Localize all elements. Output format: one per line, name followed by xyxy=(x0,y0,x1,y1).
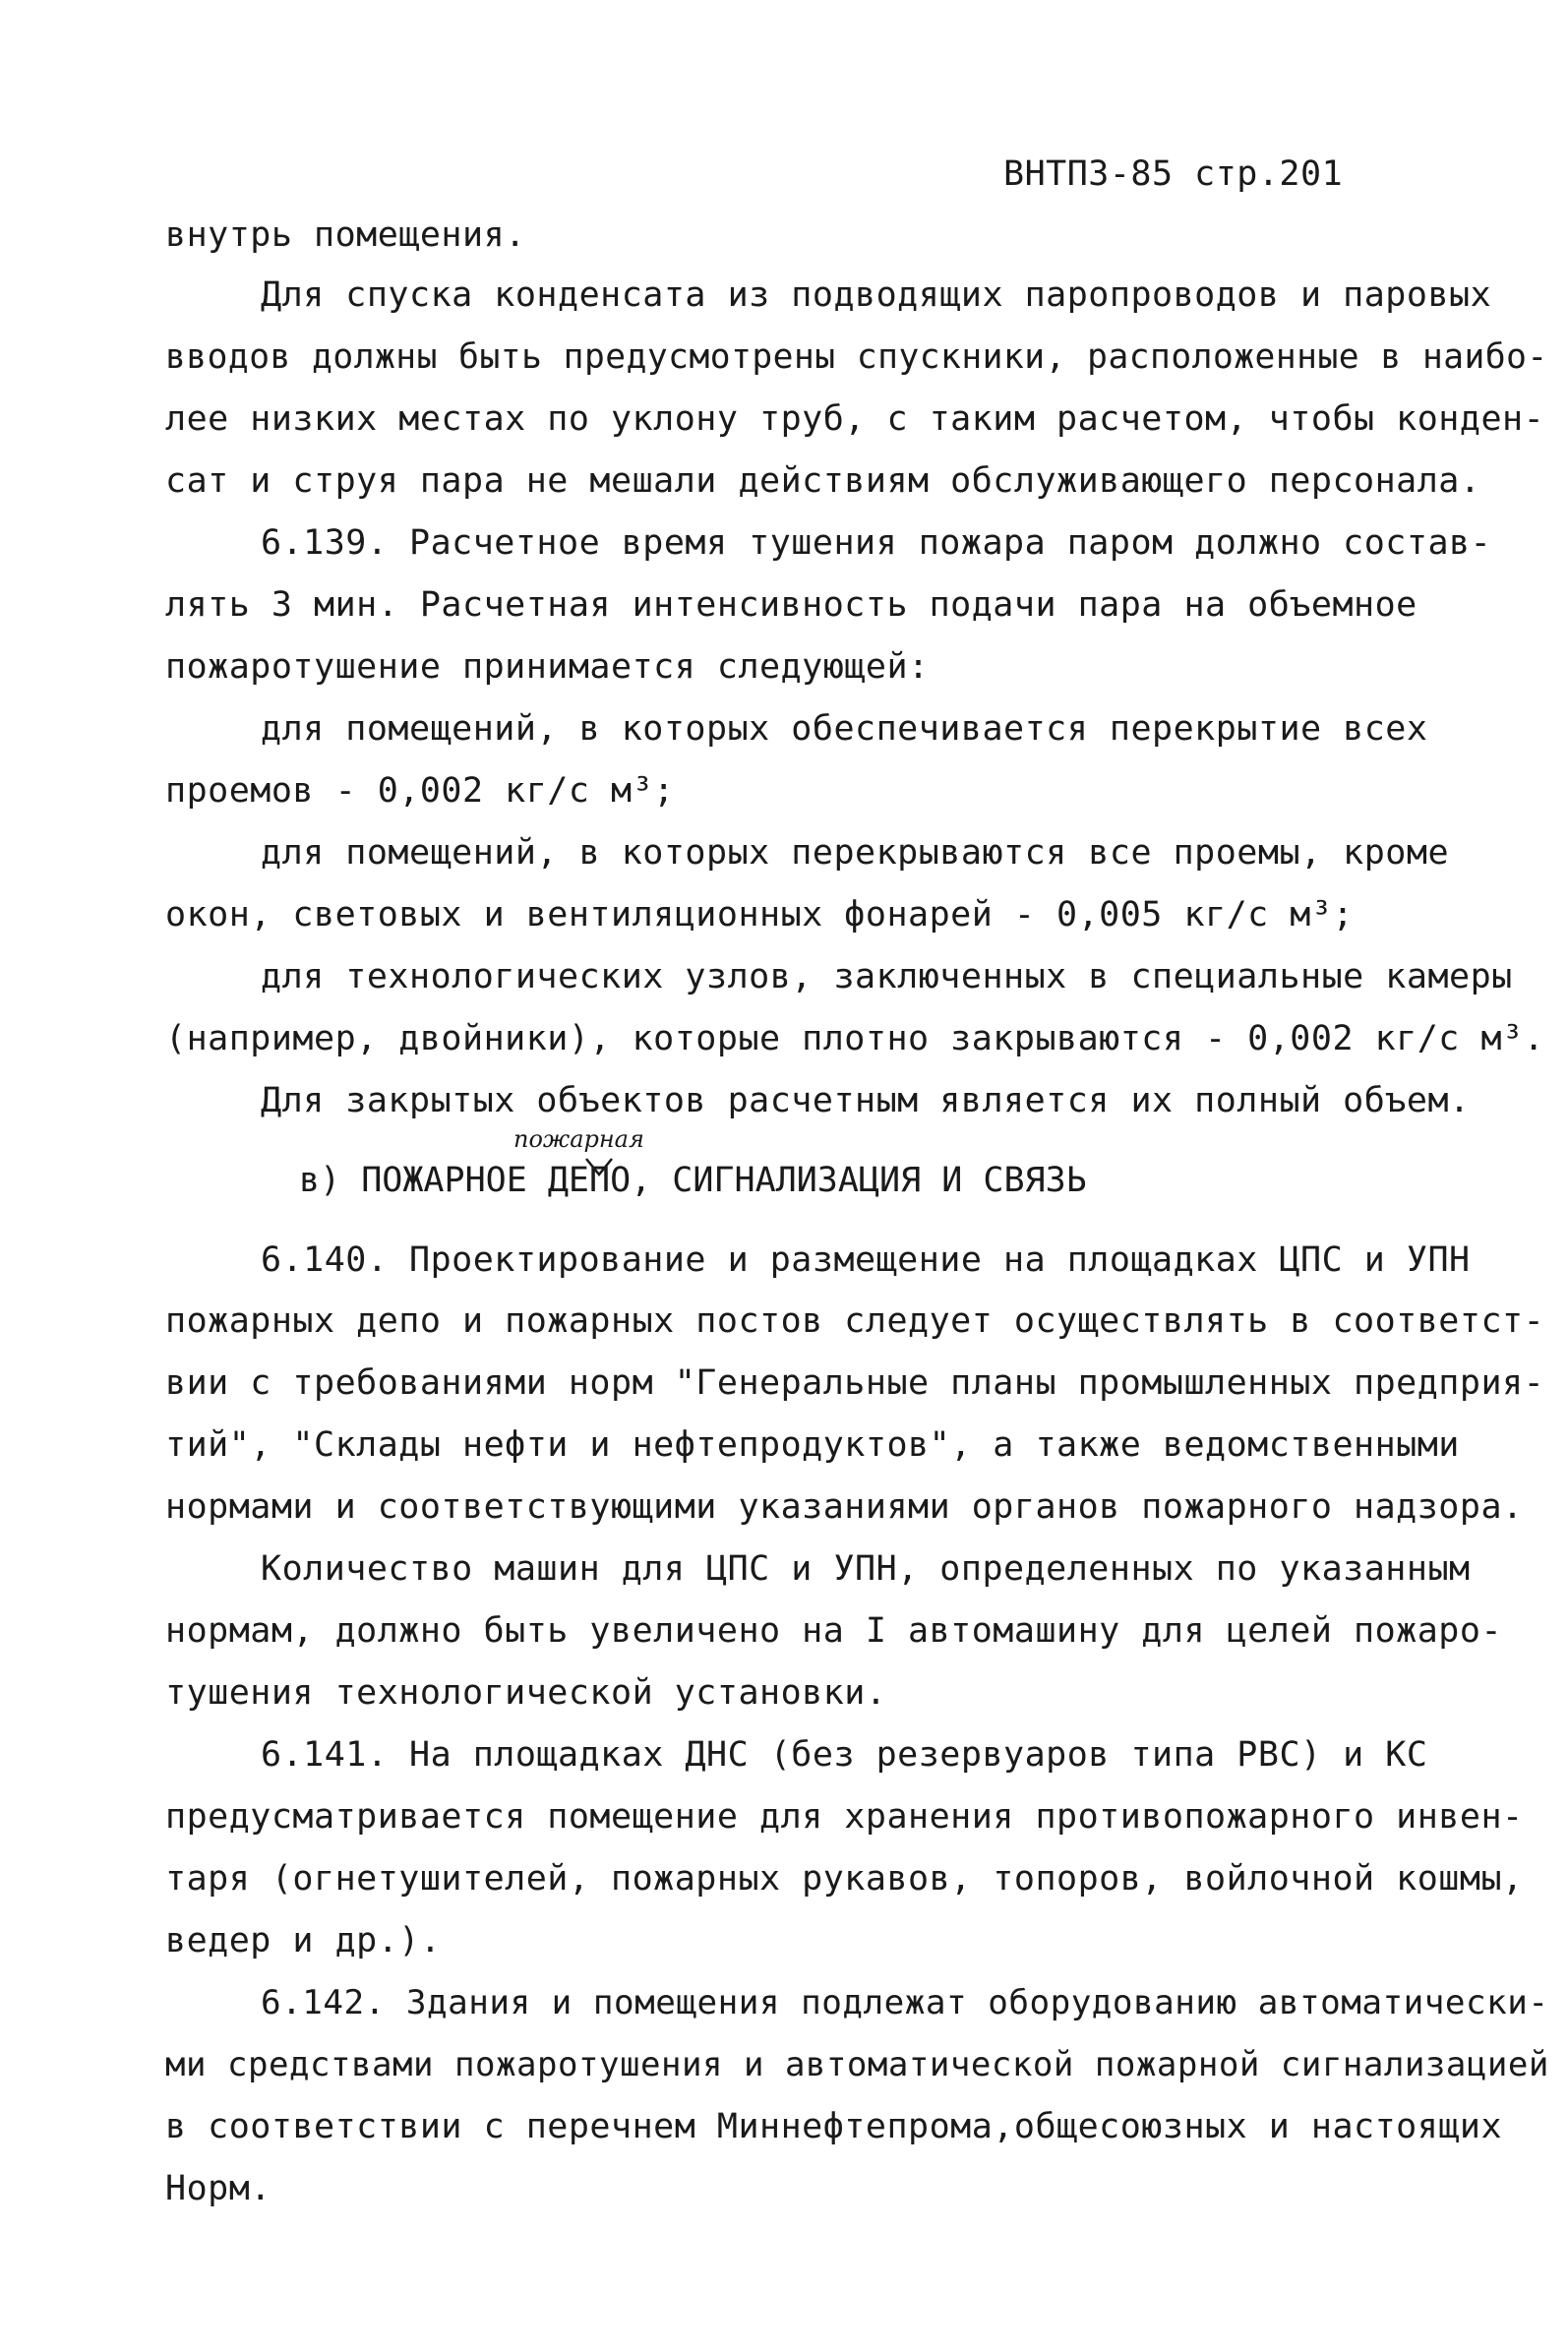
text-line: нормам, должно быть увеличено на I автомашину для целей пожаро- xyxy=(165,1611,1503,1651)
text-line: 6.142. Здания и помещения подлежат оборудованию автоматически- xyxy=(261,1983,1549,2022)
text-line: для помещений, в которых перекрываются все проемы, кроме xyxy=(261,833,1450,873)
text-line: 6.140. Проектирование и размещение на площадках ЦПС и УПН xyxy=(261,1240,1471,1280)
text-line: нормами и соответствующими указаниями органов пожарного надзора. xyxy=(165,1487,1524,1527)
text-line: Норм. xyxy=(165,2169,271,2208)
text-line: 6.141. На площадках ДНС (без резервуаров типа РВС) и КС xyxy=(261,1735,1428,1775)
text-line: в соответствии с перечнем Миннефтепрома,общесоюзных и настоящих xyxy=(165,2107,1503,2146)
text-line: (например, двойники), которые плотно закрываются - 0,002 кг/с м³. xyxy=(165,1019,1545,1058)
text-line: лее низких местах по уклону труб, с таким расчетом, чтобы конден- xyxy=(165,399,1545,439)
text-line: Количество машин для ЦПС и УПН, определенных по указанным xyxy=(261,1549,1471,1589)
text-line: Для спуска конденсата из подводящих паропроводов и паровых xyxy=(261,275,1492,315)
text-line: тушения технологической установки. xyxy=(165,1673,887,1713)
text-line: пожарных депо и пожарных постов следует осуществлять в соответст- xyxy=(165,1301,1545,1341)
text-line: ведер и др.). xyxy=(165,1921,442,1960)
text-line: проемов - 0,002 кг/с м³; xyxy=(165,771,675,811)
text-line: вии с требованиями норм "Генеральные планы промышленных предприя- xyxy=(165,1363,1545,1403)
text-line: тий", "Склады нефти и нефтепродуктов", а также ведомственными xyxy=(165,1425,1460,1465)
text-line: предусматривается помещение для хранения противопожарного инвен- xyxy=(165,1797,1524,1837)
text-line: для помещений, в которых обеспечивается перекрытие всех xyxy=(261,709,1428,749)
text-line: для технологических узлов, заключенных в специальные камеры xyxy=(261,957,1513,996)
page-header-code: ВНТПЗ-85 стр.201 xyxy=(1003,154,1344,194)
text-line: пожаротушение принимается следующей: xyxy=(165,647,930,687)
text-line: лять 3 мин. Расчетная интенсивность подачи пара на объемное xyxy=(165,585,1417,625)
text-line: вводов должны быть предусмотрены спускники, расположенные в наибо- xyxy=(165,337,1548,377)
text-line: окон, световых и вентиляционных фонарей - 0,005 кг/с м³; xyxy=(165,895,1355,935)
handwritten-insert: пожарная xyxy=(513,1125,644,1153)
text-line: таря (огнетушителей, пожарных рукавов, топоров, войлочной кошмы, xyxy=(165,1859,1524,1899)
text-line: сат и струя пара не мешали действиям обслуживающего персонала. xyxy=(165,461,1481,501)
section-heading: в) ПОЖАРНОЕ ДЕПО, СИГНАЛИЗАЦИЯ И СВЯЗЬ xyxy=(299,1161,1087,1200)
text-line: 6.139. Расчетное время тушения пожара паром должно состав- xyxy=(261,523,1492,563)
text-line: Для закрытых объектов расчетным является их полный объем. xyxy=(261,1081,1471,1120)
text-line: внутрь помещения. xyxy=(165,215,526,255)
text-line: ми средствами пожаротушения и автоматической пожарной сигнализацией xyxy=(165,2045,1549,2084)
